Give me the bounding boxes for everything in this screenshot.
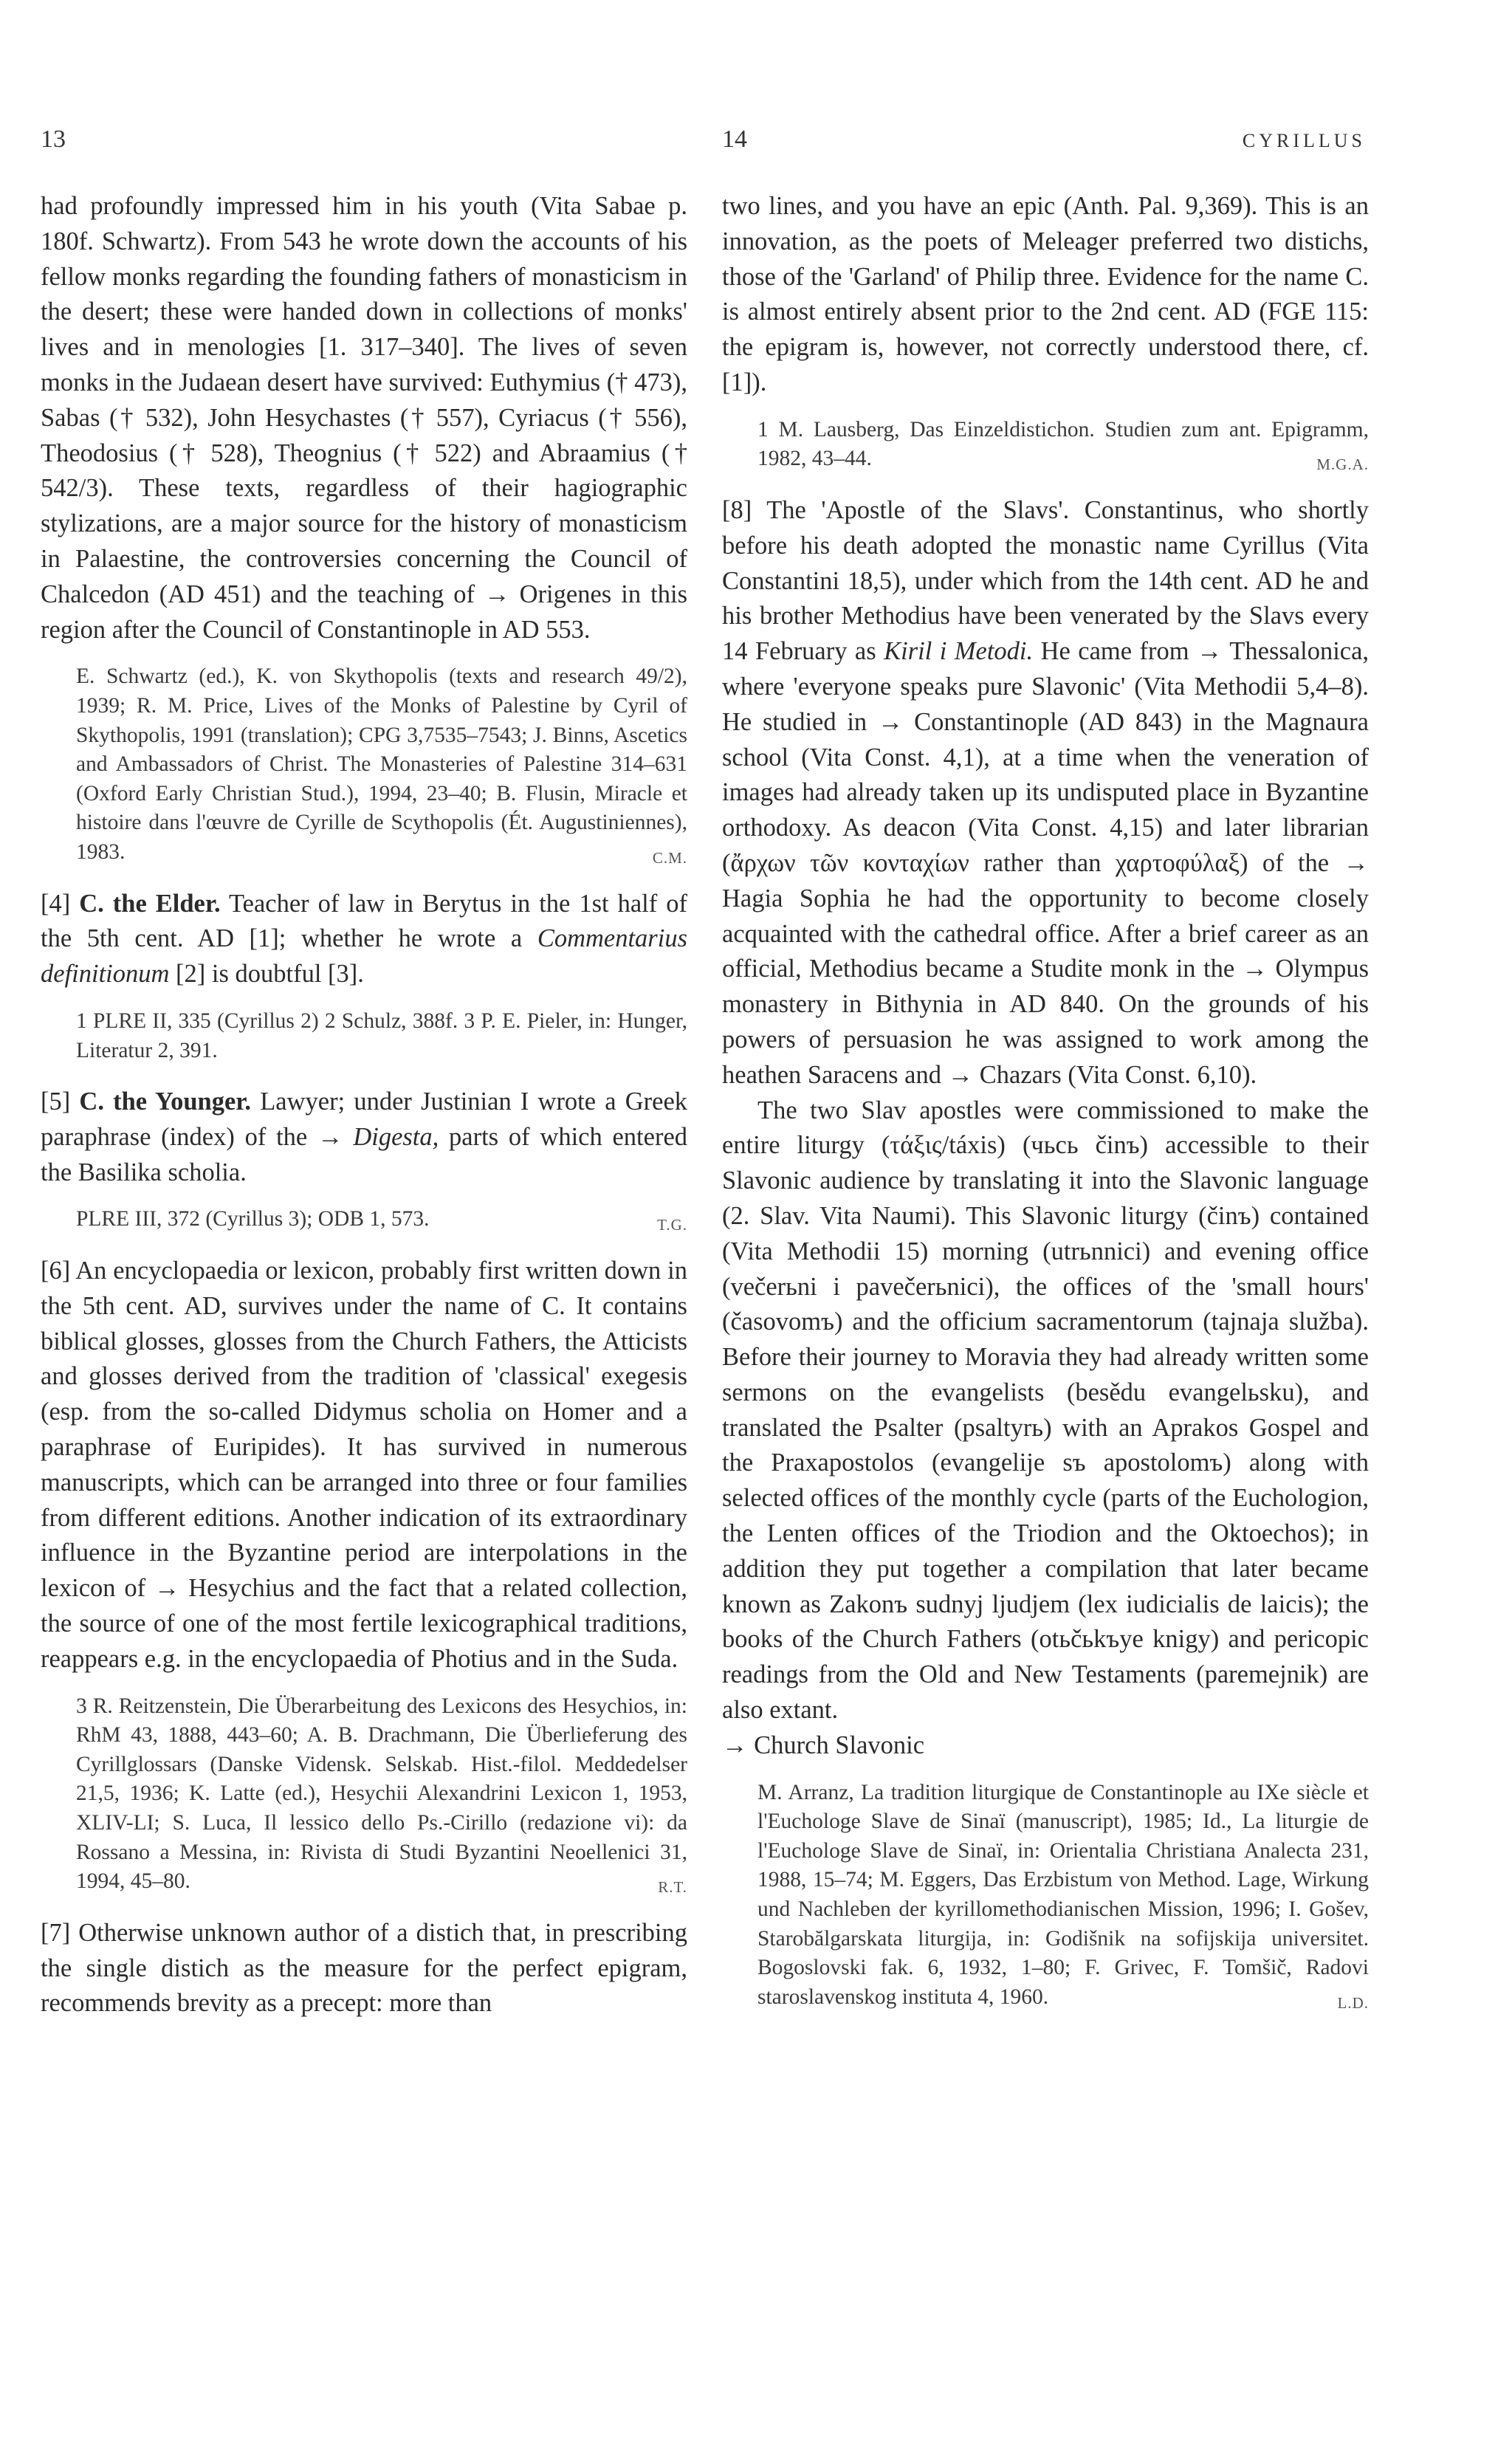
page-number-right: 14 <box>722 126 747 153</box>
entry-text: Teacher of law in Berytus in the 1st half of the 5th cent. AD [1]; whether he wrote a <box>41 889 687 953</box>
right-column <box>722 189 1369 2031</box>
entry-8-paragraph-1 <box>722 493 1369 1093</box>
entry-text: [2] is doubtful [3]. <box>176 960 364 989</box>
author-initials: C.M. <box>652 848 687 867</box>
bibliography-entry-6 <box>41 1692 687 1897</box>
author-initials: T.G. <box>657 1216 687 1234</box>
bibliography-entry-5 <box>41 1205 687 1234</box>
running-head: CYRILLUS <box>1242 130 1366 151</box>
bibliography-text: M. Arranz, La tradition liturgique de Constantinople au IXe siècle et l'Euchologe Slave de Sinaï (manuscript), 1985; Id., La liturgie de l'Euchologe Slave de Sinaï, in: Orientalia Christiana Analecta 231, 1988, 15–74; M. Eggers, Das Erzbistum von Method. Lage, Wirkung und Nachleben der kyrillomethodianischen Mission, 1996; I. Gošev, Starobălgarskata liturgija, in: Godišnik na sofijskija universitet. Bogoslovski fak. 6, 1932, 1–80; F. Grivec, F. Tomšič, Radovi staroslavenskog instituta 4, 1960. <box>757 1780 1369 2009</box>
work-title: Commentarius definitionum <box>41 924 687 989</box>
entry-heading: C. the Elder. <box>79 889 221 918</box>
author-initials: R.T. <box>658 1878 687 1897</box>
entry-4 <box>41 887 687 992</box>
entry-8-paragraph-2: The two Slav apostles were commissioned to make the entire liturgy (τάξις/táxis) (чьсь činъ) accessible to their Slavonic audience by translating it into the Slavonic language (2. Slav. Vita Naumi). This Slavonic liturgy (činъ) contained (Vita Methodii 15) morning (utrьnnici) and evening office (večerьni i pavečerьnici), the offices of the 'small hours' (časovomъ) and the officium sacramentorum (tajnaja služba). Before their journey to Moravia they had already written some sermons on the evangelists (besědu evangelьsku), and translated the Psalter (psaltyrь) with an Aprakos Gospel and the Praxapostolos (evangelije sъ apostolomъ) along with selected offices of the monthly cycle (parts of the Euchologion, the Lenten offices of the Triodion and the Oktoechos); in addition they put together a compilation that later became known as Zakonъ sudnyj ljudjem (lex iudicialis de laicis); the books of the Church Fathers (otьčьkъye knigy) and pericopic readings from the Old and New Testaments (paremejnik) are also extant. <box>722 1096 1369 1725</box>
bibliography-text: 1 M. Lausberg, Das Einzeldistichon. Studien zum ant. Epigramm, 1982, 43–44. <box>757 417 1369 471</box>
entry-6: [6] An encyclopaedia or lexicon, probably first written down in the 5th cent. AD, survives under the name of C. It contains biblical glosses, glosses from the Church Fathers, the Atticists and glosses derived from the tradition of 'classical' exegesis (esp. from the so-called Didymus scholia on Homer and a paraphrase of Euripides). It has survived in numerous manuscripts, which can be arranged into three or four families from different editions. Another indication of its extraordinary influence in the Byzantine period are interpolations in the lexicon of → Hesychius and the fact that a related collection, the source of one of the most fertile lexicographical traditions, reappears e.g. in the encyclopaedia of Photius and in the Suda. <box>41 1257 687 1673</box>
entry-number: [5] <box>41 1087 71 1116</box>
entry-text: parts of which entered the Basilika scholia. <box>41 1122 688 1186</box>
entry-text: [8] The 'Apostle of the Slavs'. Constantinus, who shortly before his death adopted the monastic name Cyrillus (Vita Constantini 18,5), under which from the 14th cent. AD he and his brother Methodius have been venerated by the Slavs every 14 February as <box>722 495 1369 666</box>
entry-7: [7] Otherwise unknown author of a distich that, in prescribing the single distich as the measure for the perfect epigram, recommends brevity as a precept: more than <box>41 1918 687 2018</box>
entry-text: Lawyer; under Justinian I wrote a Greek paraphrase (index) of the → <box>41 1087 688 1151</box>
bibliography-text: E. Schwartz (ed.), K. von Skythopolis (texts and research 49/2), 1939; R. M. Price, Lives of the Monks of Palestine by Cyril of Skythopolis, 1991 (translation); CPG 3,7535–7543; J. Binns, Ascetics and Ambassadors of Christ. The Monasteries of Palestine 314–631 (Oxford Early Christian Stud.), 1994, 23–40; B. Flusin, Miracle et histoire dans l'œuvre de Cyrille de Scythopolis (Ét. Augustiniennes), 1983. <box>76 664 687 864</box>
author-initials: M.G.A. <box>1316 456 1369 474</box>
entry-text: He came from → Thessalonica, where 'everyone speaks pure Slavonic' (Vita Methodii 5,4–8). He studied in → Constantinople (AD 843) in the Magnaura school (Vita Const. 4,1), at a time when the veneration of images had already taken up its undisputed place in Byzantine orthodoxy. As deacon (Vita Const. 4,15) and later librarian (ἄρχων τῶν κονταχίων rather than χαρτοφύλαξ) of the → Hagia Sophia he had the opportunity to become closely acquainted with the cathedral office. After a brief career as an official, Methodius became a Studite monk in the → Olympus monastery in Bithynia in AD 840. On the grounds of his powers of persuasion he was assigned to work among the heathen Saracens and → Chazars (Vita Const. 6,10). <box>722 637 1370 1089</box>
entry-heading: C. the Younger. <box>79 1087 252 1116</box>
paragraph-continued: had profoundly impressed him in his youth (Vita Sabae p. 180f. Schwartz). From 543 he wrote down the accounts of his fellow monks regarding the founding fathers of monasticism in the desert; these were handed down in collections of monks' lives and in menologies [1. 317–340]. The lives of seven monks in the Judaean desert have survived: Euthymius († 473), Sabas († 532), John Hesychastes († 557), Cyriacus († 556), Theodosius († 528), Theognius († 522) and Abraamius († 542/3). These texts, regardless of their hagiographic stylizations, are a major source for the history of monasticism in Palaestine, the controversies concerning the Council of Chalcedon (AD 451) and the teaching of → Origenes in this region after the Council of Constantinople in AD 553. <box>41 192 687 644</box>
page-number-left: 13 <box>41 126 66 153</box>
bibliography-entry-3 <box>41 662 687 867</box>
author-initials: L.D. <box>1337 1993 1369 2012</box>
bibliography-text: 3 R. Reitzenstein, Die Überarbeitung des Lexicons des Hesychios, in: RhM 43, 1888, 443–60; A. B. Drachmann, Die Überlieferung des Cyrillglossars (Danske Vidensk. Selskab. Hist.-filol. Meddedelser 21,5, 1936; K. Latte (ed.), Hesychii Alexandrini Lexicon 1, 1953, XLIV-LI; S. Luca, Il lessico dello Ps.-Cirillo (redazione vi): da Rossano a Messina, in: Rivista di Studi Byzantini Neoellenici 31, 1994, 45–80. <box>76 1694 687 1894</box>
bibliography-entry-8 <box>722 1779 1369 2013</box>
bibliography-text: PLRE III, 372 (Cyrillus 3); ODB 1, 573. <box>76 1207 430 1231</box>
entry-5 <box>41 1085 687 1190</box>
cross-reference-link[interactable]: → Church Slavonic <box>722 1731 925 1759</box>
left-column <box>41 189 687 2021</box>
bibliography-entry-4 <box>41 1007 687 1065</box>
bibliography-text: 1 PLRE II, 335 (Cyrillus 2) 2 Schulz, 388f. 3 P. E. Pieler, in: Hunger, Literatur 2, 391. <box>76 1008 687 1062</box>
bibliography-entry-7 <box>722 416 1369 474</box>
feast-name: Kiril i Metodi. <box>884 637 1034 666</box>
paragraph-continued: two lines, and you have an epic (Anth. Pal. 9,369). This is an innovation, as the poets of Meleager preferred two distichs, those of the 'Garland' of Philip three. Evidence for the name C. is almost entirely absent prior to the 2nd cent. AD (FGE 115: the epigram is, however, not correctly understood there, cf. [1]). <box>722 192 1369 396</box>
entry-number: [4] <box>41 889 71 918</box>
work-title: Digesta, <box>353 1122 439 1151</box>
